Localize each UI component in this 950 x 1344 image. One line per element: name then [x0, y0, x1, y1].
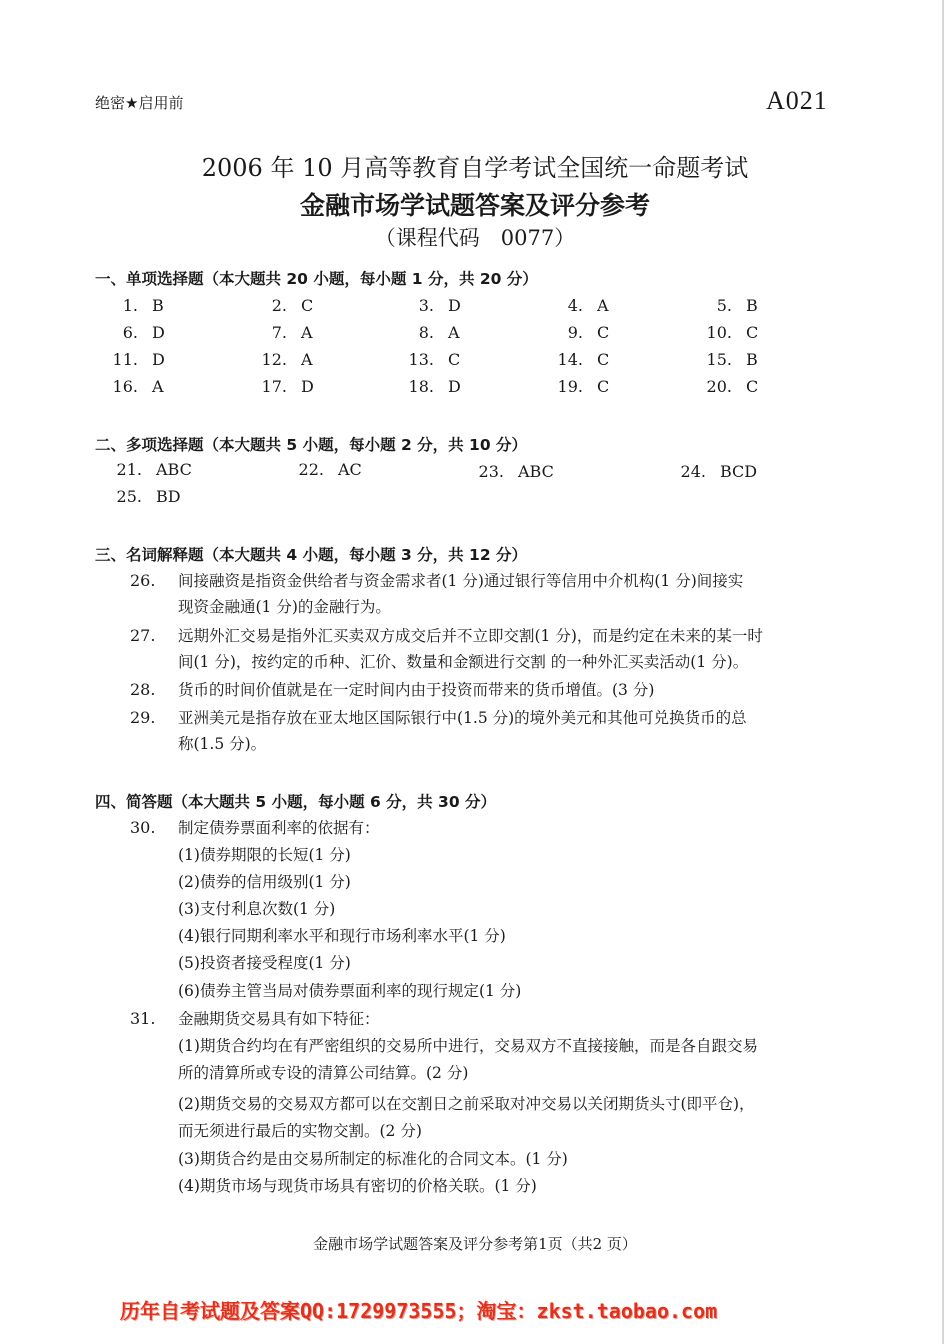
page-footer: 金融市场学试题答案及评分参考第1页（共2 页）	[313, 1235, 637, 1253]
answer-text: 货币的时间价值就是在一定时间内由于投资而带来的货币增值。(3 分)	[178, 681, 655, 699]
answer-item: 18. D	[408, 377, 461, 396]
answer-point: (3)支付利息次数(1 分)	[178, 900, 336, 918]
answer-point: (4)银行同期利率水平和现行市场利率水平(1 分)	[178, 927, 506, 945]
answer-point: (2)期货交易的交易双方都可以在交割日之前采取对冲交易以关闭期货头寸(即平仓)，	[178, 1095, 755, 1113]
answer-point: (3)期货合约是由交易所制定的标准化的合同文本。(1 分)	[178, 1150, 568, 1168]
answer-text: 远期外汇交易是指外汇买卖双方成交后并不立即交割(1 分)，而是约定在未来的某一时 间(1 分)，按约定的币种、汇价、数量和金额进行交割 的一种外汇买卖活动(1 分)。	[178, 627, 763, 671]
answer-item: 3. D	[418, 296, 461, 315]
answer-item: 4. A	[567, 296, 609, 315]
answer-item: 10. C	[706, 323, 759, 342]
confidential-label: 绝密★启用前	[95, 94, 184, 112]
watermark-banner: 历年自考试题及答案QQ:1729973555；淘宝：zkst.taobao.com	[120, 1299, 718, 1323]
answer-item: 22. AC	[298, 460, 362, 479]
answer-text: 间接融资是指资金供给者与资金需求者(1 分)通过银行等信用中介机构(1 分)间接实 现资金融通(1 分)的金融行为。	[178, 572, 744, 616]
answer-item: 8. A	[418, 323, 460, 342]
answer-point: 而无须进行最后的实物交割。(2 分)	[178, 1122, 422, 1140]
course-code: （课程代码 0077）	[374, 226, 576, 250]
question-number: 31.	[130, 1009, 156, 1028]
answer-lead: 金融期货交易具有如下特征：	[178, 1010, 380, 1028]
question-number: 30.	[130, 818, 156, 837]
answer-item: 2. C	[271, 296, 314, 315]
question-number: 27.	[130, 626, 156, 645]
question-number: 29.	[130, 708, 156, 727]
answer-item: 25. BD	[116, 487, 181, 506]
section3-heading: 三、名词解释题（本大题共 4 小题，每小题 3 分，共 12 分）	[95, 546, 528, 564]
answer-item: 12. A	[261, 350, 313, 369]
answer-point: (1)债券期限的长短(1 分)	[178, 846, 351, 864]
answer-item: 7. A	[271, 323, 313, 342]
exam-title: 2006 年 10 月高等教育自学考试全国统一命题考试	[201, 154, 749, 182]
answer-item: 11. D	[112, 350, 165, 369]
answer-item: 17. D	[261, 377, 314, 396]
answer-item: 23. ABC	[478, 462, 554, 481]
answer-item: 13. C	[408, 350, 461, 369]
answer-item: 16. A	[112, 377, 164, 396]
answer-point: (6)债券主管当局对债券票面利率的现行规定(1 分)	[178, 982, 522, 1000]
answer-point: (1)期货合约均在有严密组织的交易所中进行，交易双方不直接接触，而是各自跟交易	[178, 1037, 758, 1055]
answer-item: 5. B	[716, 296, 758, 315]
answer-item: 19. C	[557, 377, 610, 396]
question-number: 28.	[130, 680, 156, 699]
answer-item: 21. ABC	[116, 460, 192, 479]
answer-point: (5)投资者接受程度(1 分)	[178, 954, 351, 972]
answer-item: 1. B	[122, 296, 164, 315]
section2-heading: 二、多项选择题（本大题共 5 小题，每小题 2 分，共 10 分）	[95, 436, 528, 454]
answer-item: 24. BCD	[680, 462, 758, 481]
question-number: 26.	[130, 571, 156, 590]
answer-point: (4)期货市场与现货市场具有密切的价格关联。(1 分)	[178, 1177, 537, 1195]
answer-point: 所的清算所或专设的清算公司结算。(2 分)	[178, 1064, 469, 1082]
answer-item: 14. C	[557, 350, 610, 369]
section1-heading: 一、单项选择题（本大题共 20 小题，每小题 1 分，共 20 分）	[95, 270, 538, 288]
answer-lead: 制定债券票面利率的依据有：	[178, 819, 380, 837]
answer-item: 20. C	[706, 377, 759, 396]
exam-code: A021	[766, 86, 828, 115]
answer-point: (2)债券的信用级别(1 分)	[178, 873, 351, 891]
answer-item: 15. B	[706, 350, 758, 369]
section4-heading: 四、简答题（本大题共 5 小题，每小题 6 分，共 30 分）	[95, 793, 497, 811]
answer-item: 6. D	[122, 323, 165, 342]
answer-item: 9. C	[567, 323, 610, 342]
document-title: 金融市场学试题答案及评分参考	[299, 191, 650, 220]
answer-text: 亚洲美元是指存放在亚太地区国际银行中(1.5 分)的境外美元和其他可兑换货币的总 称(1.5 分)。	[178, 709, 747, 753]
